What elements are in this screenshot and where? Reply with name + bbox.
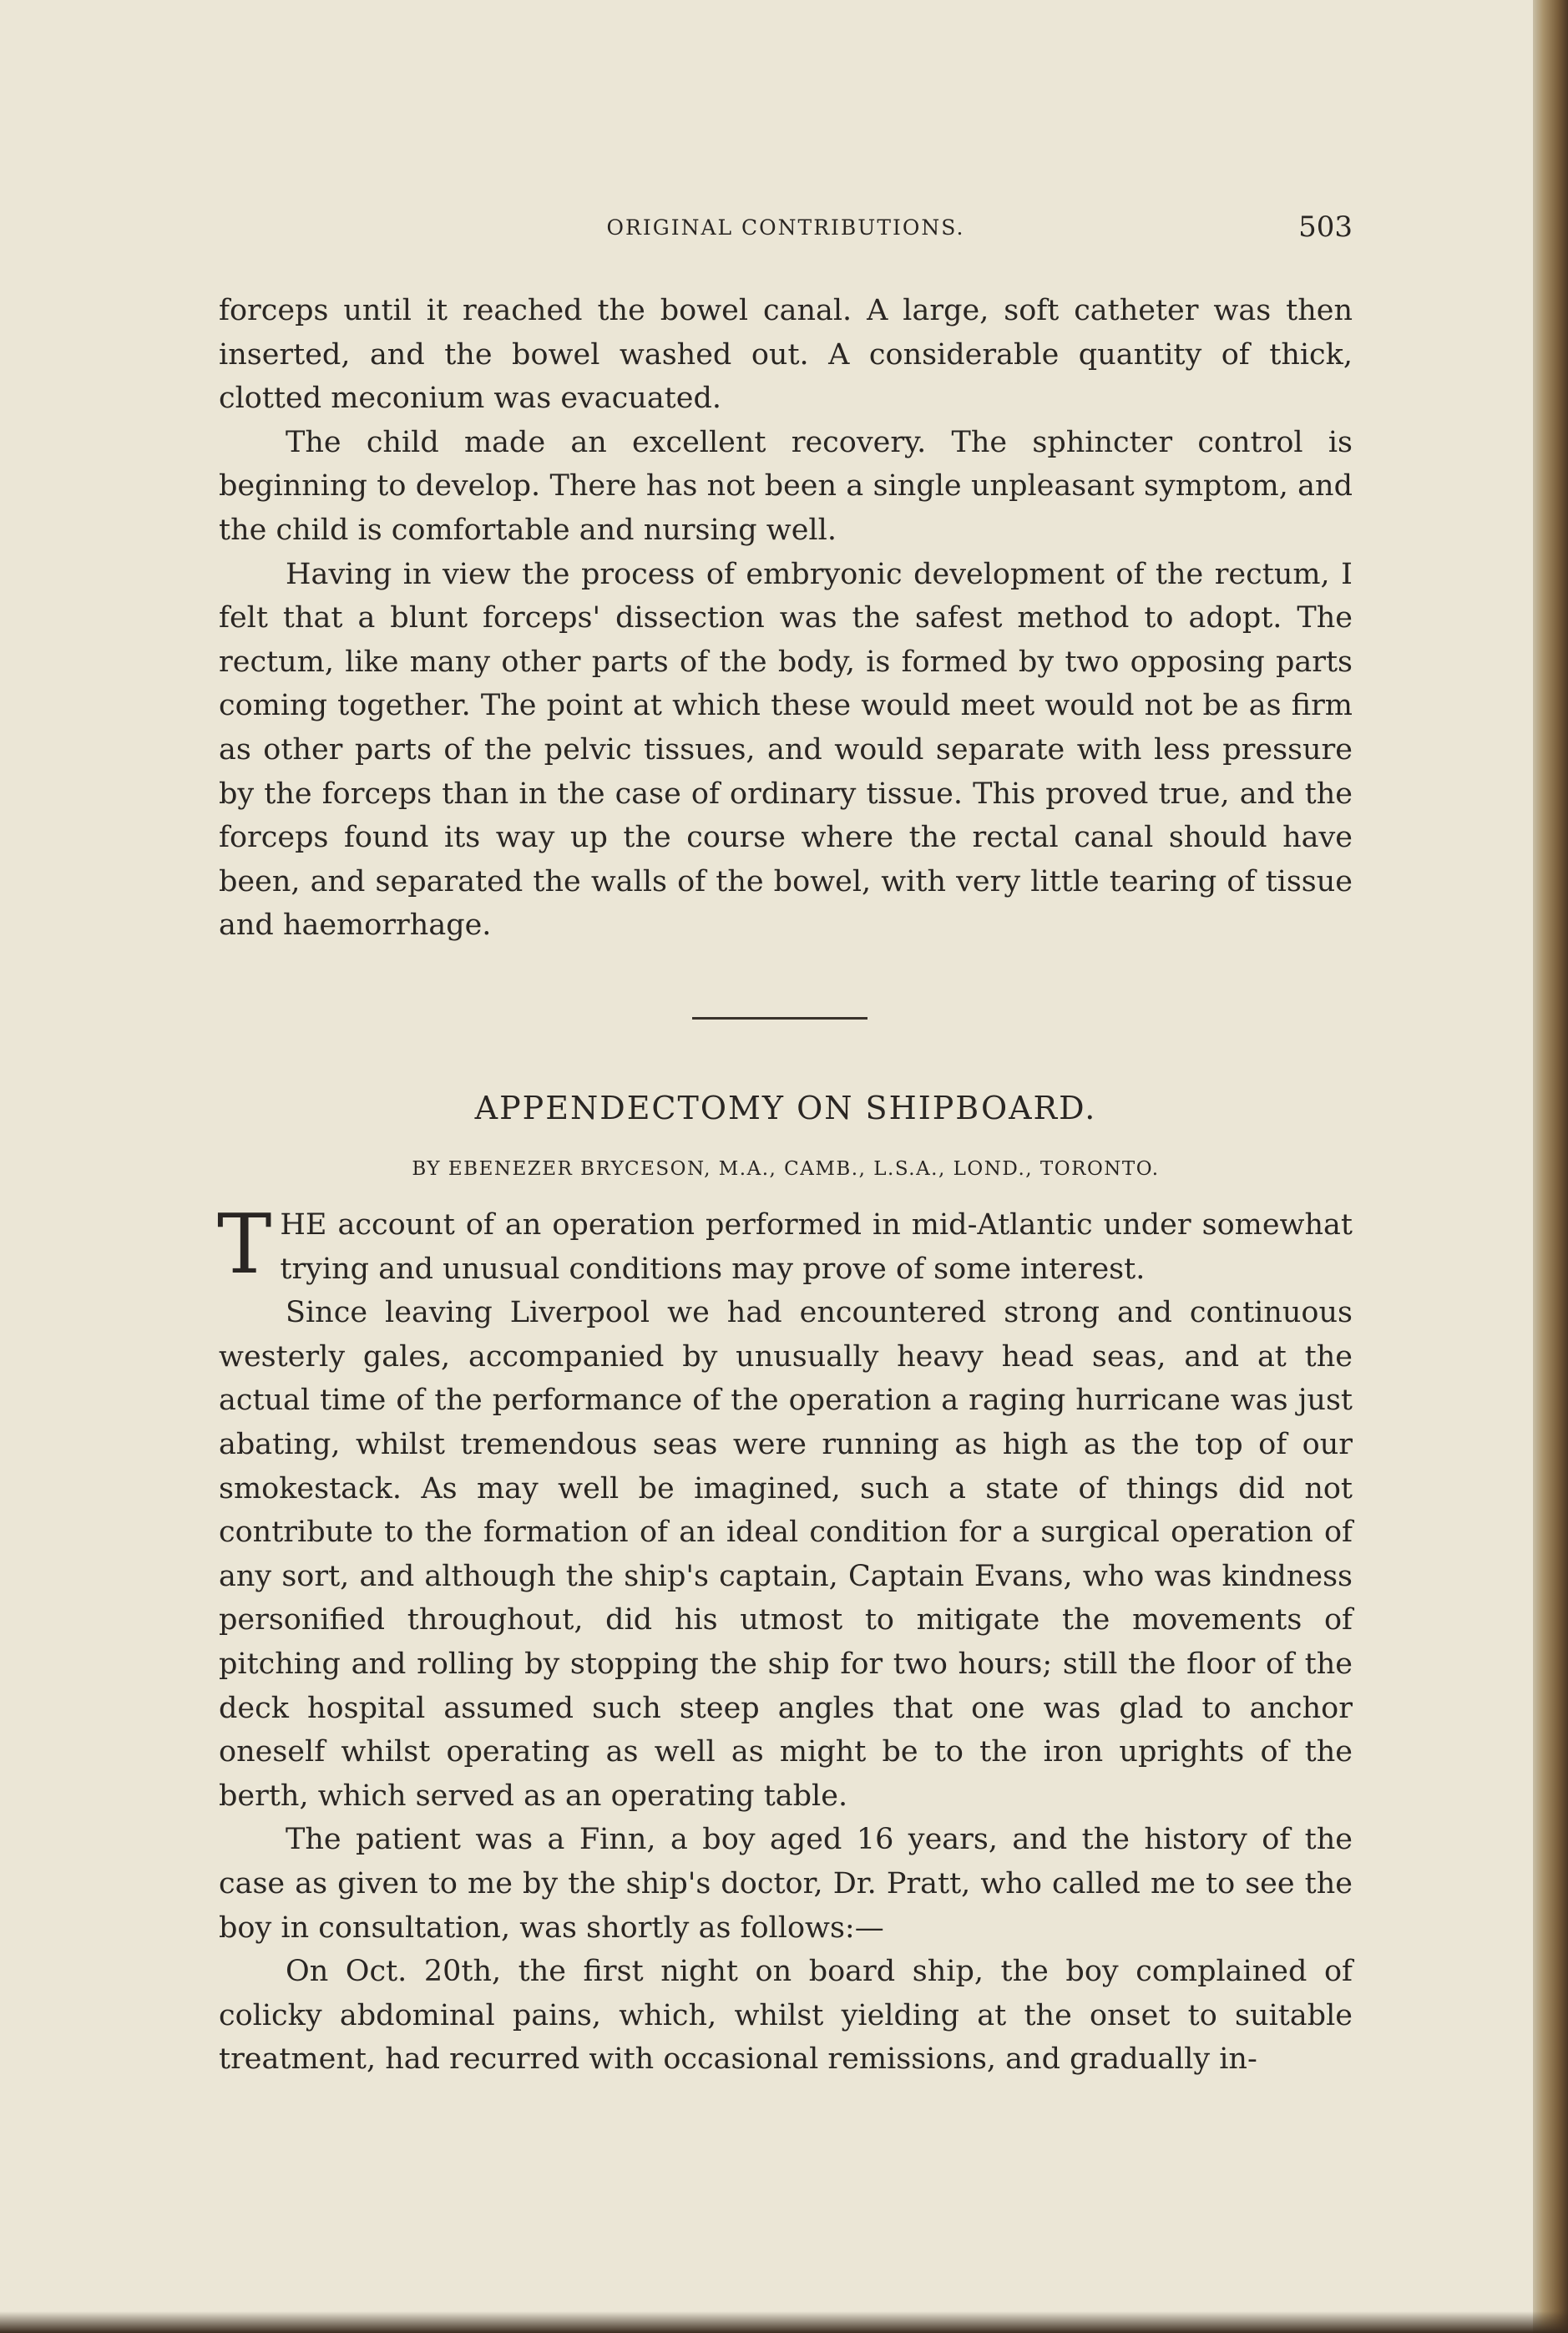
continued-article-text (219, 289, 1353, 948)
drop-cap: T (217, 1197, 272, 1293)
running-header (219, 210, 1353, 249)
paragraph: On Oct. 20th, the first night on board ship, the boy complained of colicky abdominal pains, which, whilst yielding at the onset to suitable treatment, had recurred with occasional remissions, and gradually in- (219, 1955, 1353, 2077)
article-byline: BY EBENEZER BRYCESON, M.A., CAMB., L.S.A., LOND., TORONTO. (412, 1158, 1160, 1180)
paragraph: Having in view the process of embryonic development of the rectum, I felt that a blunt forceps' dissection was the safest method to adopt. The rectum, like many other parts of the body, is formed by two opposing parts coming together. The point at which these would meet would not be as firm as other parts of the pelvic tissues, and would separate with less pressure by the forceps than in the case of ordinary tissue. This proved true, and the forceps found its way up the course where the rectal canal should have been, and separated the walls of the bowel, with very little tearing of tissue and haemorrhage. (219, 557, 1353, 943)
section-divider (692, 1017, 867, 1020)
page-bottom-shadow (0, 2311, 1568, 2333)
paragraph: Since leaving Liverpool we had encountered strong and continuous westerly gales, accompanied by unusually heavy head seas, and at the actual time of the performance of the operation a raging hurricane was just abating, whilst tremendous seas were running as high as the top of our smokestack. As may well be imagined, such a state of things did not contribute to the formation of an ideal condition for a surgical operation of any sort, and although the ship's captain, Captain Evans, who was kindness personified throughout, did his utmost to mitigate the movements of pitching and rolling by stopping the ship for two hours; still the floor of the deck hospital assumed such steep angles that one was glad to anchor oneself whilst operating as well as might be to the iron uprights of the berth, which served as an operating table. (219, 1296, 1353, 1813)
paragraph: The patient was a Finn, a boy aged 16 years, and the history of the case as given to me by the ship's doctor, Dr. Pratt, who called me to see the boy in consultation, was shortly as follows:— (219, 1823, 1353, 1945)
book-binding-edge (1533, 0, 1568, 2333)
paragraph: forceps until it reached the bowel canal. A large, soft catheter was then inserted, and the bowel washed out. A considerable quantity of thick, clotted meconium was evacuated. (219, 294, 1353, 416)
opening-paragraph-text: HE account of an operation performed in mid-Atlantic under somewhat trying and unusual conditions may prove of some interest. (280, 1208, 1353, 1286)
page-number: 503 (1298, 210, 1353, 244)
opening-paragraph (217, 1197, 1353, 1293)
running-title: ORIGINAL CONTRIBUTIONS. (606, 215, 965, 240)
article-body (217, 1197, 1353, 2082)
article-title: APPENDECTOMY ON SHIPBOARD. (474, 1090, 1097, 1126)
paragraph: The child made an excellent recovery. The sphincter control is beginning to develop. There has not been a single unpleasant symptom, and the child is comfortable and nursing well. (219, 425, 1353, 547)
